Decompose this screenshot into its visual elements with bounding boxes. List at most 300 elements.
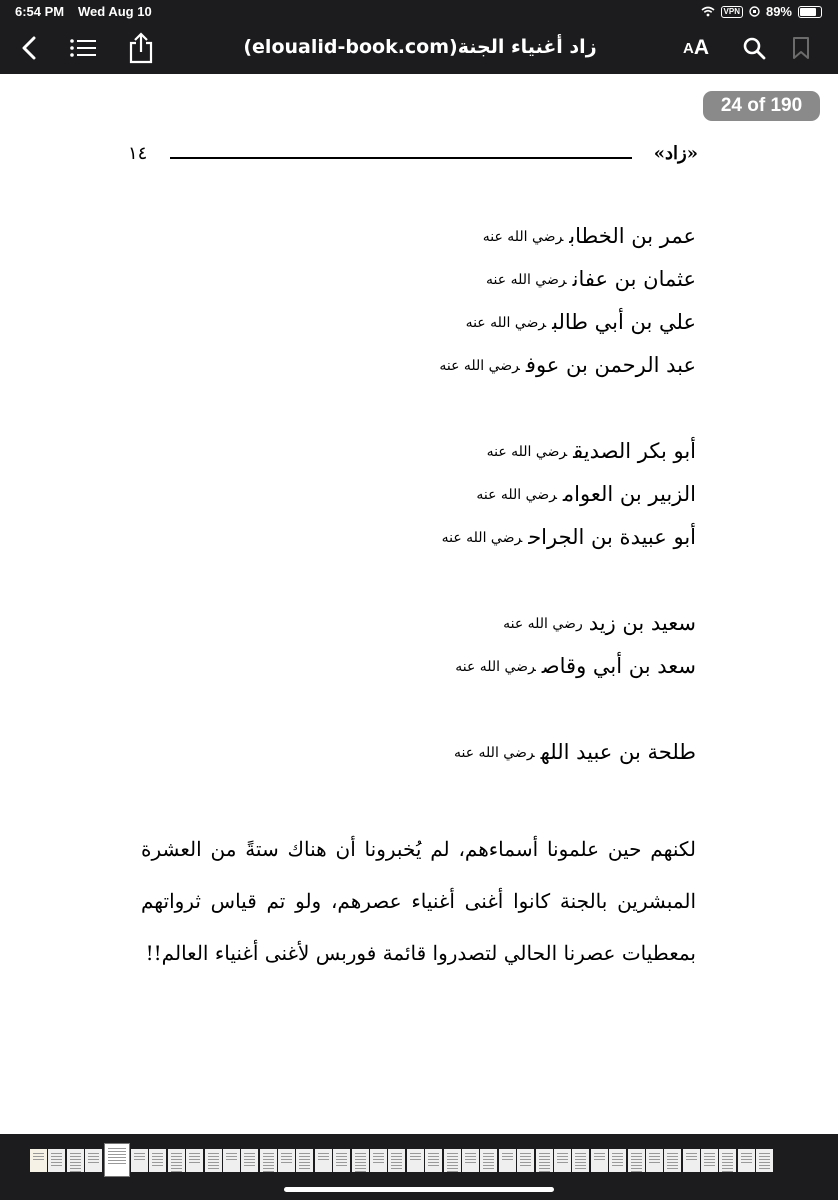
thumbnail-text-line — [759, 1159, 770, 1160]
name-line — [96, 516, 696, 559]
honorific-glyph: رضي الله عنه — [486, 444, 568, 460]
page-thumbnail[interactable] — [664, 1149, 681, 1172]
thumbnail-text-line — [51, 1156, 62, 1157]
thumbnail-text-line — [741, 1162, 752, 1163]
name-line — [96, 473, 696, 516]
thumbnail-text-line — [171, 1162, 182, 1163]
thumbnail-text-line — [355, 1162, 366, 1163]
thumbnail-text-line — [502, 1156, 513, 1157]
thumbnail-text-line — [226, 1156, 237, 1157]
thumbnail-text-line — [263, 1171, 274, 1172]
thumbnail-text-line — [631, 1156, 642, 1157]
honorific-glyph: رضي الله عنه — [454, 745, 535, 761]
page-thumbnail[interactable] — [370, 1149, 387, 1172]
name-text: سعد بن أبي وقاص — [541, 654, 696, 678]
search-icon — [742, 36, 766, 60]
thumbnail-text-line — [686, 1156, 697, 1157]
thumbnail-text-line — [520, 1159, 531, 1160]
thumbnail-text-line — [208, 1156, 219, 1157]
page-thumbnail[interactable] — [168, 1149, 185, 1172]
name-text: أبو بكر الصديق — [573, 439, 696, 463]
thumbnail-text-line — [391, 1156, 402, 1157]
thumbnail-text-line — [373, 1162, 384, 1163]
thumbnail-text-line — [244, 1159, 255, 1160]
thumbnail-text-line — [722, 1165, 733, 1166]
honorific-glyph: رضي الله عنه — [441, 530, 523, 546]
honorific-glyph: رضي الله عنه — [482, 229, 564, 245]
page-thumbnail[interactable] — [444, 1149, 461, 1172]
thumbnail-text-line — [281, 1162, 292, 1163]
thumbnail-text-line — [373, 1156, 384, 1157]
page-thumbnail[interactable] — [388, 1149, 405, 1172]
thumbnail-text-line — [281, 1156, 292, 1157]
page-thumbnail[interactable] — [149, 1149, 166, 1172]
thumbnail-text-line — [108, 1151, 126, 1152]
thumbnail-text-line — [355, 1165, 366, 1166]
group-gap — [96, 559, 696, 602]
thumbnail-text-line — [557, 1162, 568, 1163]
thumbnail-text-line — [631, 1168, 642, 1169]
thumbnail-text-line — [447, 1165, 458, 1166]
thumbnail-text-line — [263, 1156, 274, 1157]
thumbnail-text-line — [391, 1168, 402, 1169]
thumbnail-text-line — [299, 1153, 310, 1154]
thumbnail-text-line — [226, 1153, 237, 1154]
thumbnail-text-line — [410, 1159, 421, 1160]
thumbnail-text-line — [667, 1153, 678, 1154]
thumbnail-text-line — [649, 1156, 660, 1157]
thumbnail-text-line — [391, 1162, 402, 1163]
page-thumbnail[interactable] — [462, 1149, 479, 1172]
thumbnail-text-line — [759, 1162, 770, 1163]
honorific-glyph: رضي الله عنه — [455, 659, 536, 675]
thumbnail-text-line — [299, 1165, 310, 1166]
thumbnail-text-line — [520, 1153, 531, 1154]
page-thumbnail[interactable] — [131, 1149, 148, 1172]
thumbnail-text-line — [108, 1163, 126, 1164]
page-number: ١٤ — [128, 143, 148, 164]
thumbnail-text-line — [631, 1162, 642, 1163]
thumbnail-text-line — [134, 1153, 145, 1154]
page-thumbnail[interactable] — [352, 1149, 369, 1172]
thumbnail-text-line — [355, 1168, 366, 1169]
thumbnail-text-line — [447, 1153, 458, 1154]
thumbnail-text-line — [575, 1165, 586, 1166]
thumbnail-text-line — [355, 1159, 366, 1160]
battery-percent: 89% — [765, 4, 792, 19]
book-title: زاد أغنياء الجنة(eloualid-book.com) — [243, 36, 597, 58]
thumbnail-text-line — [208, 1162, 219, 1163]
thumbnail-text-line — [612, 1162, 623, 1163]
page-thumbnail[interactable] — [186, 1149, 203, 1172]
thumbnail-text-line — [667, 1159, 678, 1160]
font-size-small-a: A — [682, 39, 694, 57]
running-header-title: «زاد» — [653, 143, 698, 164]
thumbnail-text-line — [575, 1168, 586, 1169]
thumbnail-text-line — [465, 1156, 476, 1157]
thumbnail-text-line — [428, 1153, 439, 1154]
thumbnail-text-line — [447, 1159, 458, 1160]
thumbnail-text-line — [244, 1156, 255, 1157]
thumbnail-text-line — [318, 1156, 329, 1157]
names-list — [96, 215, 696, 774]
thumbnail-text-line — [704, 1162, 715, 1163]
name-line — [96, 645, 696, 688]
thumbnail-text-line — [704, 1159, 715, 1160]
thumbnail-text-line — [171, 1156, 182, 1157]
thumbnail-text-line — [631, 1159, 642, 1160]
honorific-glyph: رضي الله عنه — [503, 616, 583, 632]
thumbnail-text-line — [612, 1156, 623, 1157]
page-thumbnail-strip[interactable] — [30, 1149, 810, 1174]
thumbnail-text-line — [410, 1153, 421, 1154]
page-thumbnail[interactable] — [517, 1149, 534, 1172]
thumbnail-text-line — [667, 1156, 678, 1157]
thumbnail-text-line — [557, 1153, 568, 1154]
thumbnail-text-line — [152, 1159, 163, 1160]
thumbnail-text-line — [244, 1162, 255, 1163]
thumbnail-text-line — [391, 1153, 402, 1154]
thumbnail-text-line — [70, 1171, 81, 1172]
thumbnail-text-line — [483, 1159, 494, 1160]
thumbnail-text-line — [134, 1159, 145, 1160]
thumbnail-text-line — [88, 1153, 99, 1154]
name-line — [96, 215, 696, 258]
thumbnail-text-line — [88, 1156, 99, 1157]
thumbnail-text-line — [88, 1159, 99, 1160]
thumbnail-text-line — [686, 1153, 697, 1154]
thumbnail-text-line — [108, 1157, 126, 1158]
thumbnail-text-line — [575, 1153, 586, 1154]
share-icon — [128, 32, 154, 64]
thumbnail-text-line — [189, 1156, 200, 1157]
thumbnail-text-line — [189, 1159, 200, 1160]
thumbnail-text-line — [575, 1156, 586, 1157]
thumbnail-text-line — [557, 1156, 568, 1157]
thumbnail-text-line — [483, 1162, 494, 1163]
thumbnail-text-line — [33, 1156, 44, 1157]
thumbnail-text-line — [722, 1156, 733, 1157]
page-thumbnail[interactable] — [738, 1149, 755, 1172]
thumbnail-text-line — [704, 1153, 715, 1154]
thumbnail-text-line — [594, 1159, 605, 1160]
thumbnail-text-line — [428, 1159, 439, 1160]
thumbnail-text-line — [741, 1153, 752, 1154]
thumbnail-text-line — [447, 1156, 458, 1157]
thumbnail-text-line — [722, 1159, 733, 1160]
thumbnail-text-line — [704, 1165, 715, 1166]
thumbnail-text-line — [70, 1162, 81, 1163]
share-button[interactable] — [124, 30, 158, 66]
page-thumbnail[interactable] — [407, 1149, 424, 1172]
page-thumbnail[interactable] — [628, 1149, 645, 1172]
page-thumbnail[interactable] — [223, 1149, 240, 1172]
bookmark-button[interactable] — [788, 30, 814, 66]
thumbnail-text-line — [594, 1156, 605, 1157]
thumbnail-text-line — [299, 1156, 310, 1157]
back-chevron-icon — [21, 36, 37, 60]
thumbnail-text-line — [336, 1153, 347, 1154]
thumbnail-text-line — [447, 1171, 458, 1172]
page-thumbnail[interactable] — [756, 1149, 773, 1172]
thumbnail-text-line — [152, 1156, 163, 1157]
thumbnail-text-line — [299, 1159, 310, 1160]
thumbnail-text-line — [520, 1162, 531, 1163]
thumbnail-text-line — [741, 1159, 752, 1160]
battery-fill — [800, 8, 816, 16]
list-icon — [69, 38, 97, 58]
thumbnail-text-line — [171, 1168, 182, 1169]
thumbnail-text-line — [539, 1153, 550, 1154]
back-button[interactable] — [14, 30, 44, 66]
thumbnail-text-line — [70, 1165, 81, 1166]
thumbnail-text-line — [594, 1153, 605, 1154]
thumbnail-text-line — [318, 1159, 329, 1160]
page-thumbnail[interactable] — [296, 1149, 313, 1172]
page-thumbnail[interactable] — [85, 1149, 102, 1172]
page-thumbnail[interactable] — [646, 1149, 663, 1172]
page-thumbnail[interactable] — [425, 1149, 442, 1172]
thumbnail-text-line — [502, 1153, 513, 1154]
thumbnail-text-line — [88, 1162, 99, 1163]
thumbnail-text-line — [722, 1171, 733, 1172]
page-thumbnail[interactable] — [48, 1149, 65, 1172]
name-text: عبد الرحمن بن عوف — [525, 353, 696, 377]
thumbnail-text-line — [263, 1165, 274, 1166]
thumbnail-text-line — [244, 1165, 255, 1166]
thumbnail-text-line — [557, 1159, 568, 1160]
thumbnail-text-line — [667, 1165, 678, 1166]
thumbnail-text-line — [108, 1154, 126, 1155]
home-indicator[interactable] — [284, 1187, 554, 1192]
thumbnail-text-line — [70, 1159, 81, 1160]
name-text: طلحة بن عبيد الله — [540, 740, 696, 764]
thumbnail-text-line — [171, 1159, 182, 1160]
thumbnail-text-line — [722, 1162, 733, 1163]
name-text: عثمان بن عفان — [572, 267, 696, 291]
thumbnail-text-line — [263, 1168, 274, 1169]
thumbnail-text-line — [70, 1153, 81, 1154]
thumbnail-text-line — [520, 1165, 531, 1166]
thumbnail-text-line — [51, 1165, 62, 1166]
search-button[interactable] — [740, 30, 768, 66]
thumbnail-text-line — [108, 1148, 126, 1149]
page-thumbnail[interactable] — [683, 1149, 700, 1172]
thumbnail-text-line — [741, 1156, 752, 1157]
header-rule — [170, 157, 632, 159]
page-thumbnail[interactable] — [609, 1149, 626, 1172]
thumbnail-text-line — [226, 1159, 237, 1160]
status-date: Wed Aug 10 — [78, 4, 152, 19]
thumbnail-text-line — [336, 1165, 347, 1166]
font-size-button[interactable] — [680, 30, 712, 66]
thumbnail-text-line — [336, 1159, 347, 1160]
thumbnail-text-line — [649, 1153, 660, 1154]
thumbnail-text-line — [33, 1159, 44, 1160]
running-header — [128, 143, 698, 167]
thumbnail-text-line — [355, 1156, 366, 1157]
thumbnail-text-line — [263, 1162, 274, 1163]
name-line — [96, 258, 696, 301]
thumbnail-text-line — [263, 1153, 274, 1154]
thumbnail-text-line — [539, 1171, 550, 1172]
thumbnail-text-line — [667, 1168, 678, 1169]
thumbnail-text-line — [759, 1153, 770, 1154]
name-line — [96, 602, 696, 645]
thumbnail-text-line — [502, 1159, 513, 1160]
page-thumbnail[interactable] — [278, 1149, 295, 1172]
thumbnail-text-line — [447, 1162, 458, 1163]
thumbnail-text-line — [208, 1165, 219, 1166]
orientation-lock-icon — [749, 6, 760, 17]
thumbnail-text-line — [263, 1159, 274, 1160]
page-thumbnail[interactable] — [241, 1149, 258, 1172]
thumbnail-text-line — [465, 1159, 476, 1160]
thumbnail-text-line — [649, 1159, 660, 1160]
status-right-group — [701, 4, 822, 19]
name-text: علي بن أبي طالب — [552, 310, 696, 334]
thumbnail-text-line — [410, 1156, 421, 1157]
thumbnail-text-line — [631, 1171, 642, 1172]
current-page-thumbnail[interactable] — [104, 1143, 130, 1177]
page-thumbnail[interactable] — [260, 1149, 277, 1172]
bookmark-icon — [792, 36, 810, 60]
thumbnail-text-line — [373, 1153, 384, 1154]
thumbnail-text-line — [208, 1159, 219, 1160]
page-thumbnail[interactable] — [333, 1149, 350, 1172]
thumbnail-text-line — [336, 1156, 347, 1157]
thumbnail-text-line — [373, 1159, 384, 1160]
thumbnail-text-line — [108, 1160, 126, 1161]
thumbnail-text-line — [575, 1162, 586, 1163]
name-text: عمر بن الخطاب — [569, 224, 696, 248]
thumbnail-text-line — [465, 1153, 476, 1154]
thumbnail-text-line — [208, 1168, 219, 1169]
thumbnail-text-line — [336, 1162, 347, 1163]
thumbnail-text-line — [759, 1168, 770, 1169]
page-thumbnail[interactable] — [205, 1149, 222, 1172]
thumbnail-text-line — [70, 1168, 81, 1169]
thumbnail-text-line — [299, 1162, 310, 1163]
thumbnail-text-line — [649, 1162, 660, 1163]
thumbnail-text-line — [428, 1165, 439, 1166]
page-thumbnail[interactable] — [315, 1149, 332, 1172]
battery-icon — [798, 6, 822, 18]
thumbnail-text-line — [575, 1159, 586, 1160]
thumbnail-text-line — [281, 1159, 292, 1160]
thumbnail-text-line — [539, 1162, 550, 1163]
thumbnail-text-line — [539, 1168, 550, 1169]
name-line — [96, 301, 696, 344]
group-gap — [96, 387, 696, 430]
name-text: سعيد بن زيد — [588, 611, 696, 635]
thumbnail-text-line — [355, 1171, 366, 1172]
thumbnail-text-line — [483, 1153, 494, 1154]
thumbnail-text-line — [428, 1162, 439, 1163]
page-thumbnail[interactable] — [67, 1149, 84, 1172]
thumbnail-text-line — [631, 1153, 642, 1154]
page-thumbnail[interactable] — [30, 1149, 47, 1172]
thumbnail-text-line — [612, 1165, 623, 1166]
top-toolbar — [0, 0, 838, 74]
page-thumbnail[interactable] — [701, 1149, 718, 1172]
page-thumbnail[interactable] — [572, 1149, 589, 1172]
thumbnail-text-line — [722, 1153, 733, 1154]
thumbnail-text-line — [539, 1156, 550, 1157]
thumbnail-text-line — [686, 1159, 697, 1160]
thumbnail-text-line — [759, 1156, 770, 1157]
honorific-glyph: رضي الله عنه — [476, 487, 557, 503]
thumbnail-text-line — [483, 1165, 494, 1166]
thumbnail-text-line — [33, 1153, 44, 1154]
name-text: أبو عبيدة بن الجراح — [528, 525, 696, 549]
thumbnail-text-line — [539, 1159, 550, 1160]
font-size-large-a: A — [693, 36, 709, 59]
page-thumbnail[interactable] — [554, 1149, 571, 1172]
thumbnail-text-line — [447, 1168, 458, 1169]
thumbnail-text-line — [704, 1156, 715, 1157]
thumbnail-text-line — [152, 1162, 163, 1163]
thumbnail-text-line — [189, 1162, 200, 1163]
thumbnail-text-line — [171, 1153, 182, 1154]
thumbnail-text-line — [631, 1165, 642, 1166]
thumbnail-text-line — [483, 1156, 494, 1157]
wifi-icon — [701, 6, 715, 17]
thumbnail-text-line — [171, 1165, 182, 1166]
thumbnail-text-line — [189, 1153, 200, 1154]
page-thumbnail[interactable] — [719, 1149, 736, 1172]
thumbnail-text-line — [318, 1153, 329, 1154]
honorific-glyph: رضي الله عنه — [465, 315, 547, 331]
thumbnail-text-line — [391, 1159, 402, 1160]
thumbnail-text-line — [612, 1153, 623, 1154]
thumbnail-text-line — [428, 1156, 439, 1157]
name-line — [96, 731, 696, 774]
thumbnail-text-line — [299, 1168, 310, 1169]
status-time: 6:54 PM — [15, 4, 65, 19]
page-thumbnail[interactable] — [480, 1149, 497, 1172]
thumbnail-text-line — [171, 1171, 182, 1172]
thumbnail-text-line — [244, 1153, 255, 1154]
thumbnail-text-line — [152, 1153, 163, 1154]
thumbnail-text-line — [520, 1156, 531, 1157]
table-of-contents-button[interactable] — [66, 30, 100, 66]
thumbnail-text-line — [612, 1159, 623, 1160]
body-paragraph: لكنهم حين علمونا أسماءهم، لم يُخبرونا أن هناك ستةً من العشرة المبشرين بالجنة كانوا أغنى أغنياء عصرهم، ولو تم قياس ثرواتهم بمعطيات عصرنا الحالي لتصدروا قائمة فوربس لأغنى أغنياء العالم!! — [141, 837, 696, 965]
name-text: الزبير بن العوام — [562, 482, 696, 506]
page-indicator: 24 of 190 — [703, 91, 820, 121]
thumbnail-text-line — [281, 1153, 292, 1154]
page-thumbnail[interactable] — [591, 1149, 608, 1172]
name-line — [96, 430, 696, 473]
page-thumbnail[interactable] — [499, 1149, 516, 1172]
thumbnail-text-line — [208, 1153, 219, 1154]
page-thumbnail[interactable] — [536, 1149, 553, 1172]
thumbnail-text-line — [539, 1165, 550, 1166]
thumbnail-text-line — [51, 1159, 62, 1160]
thumbnail-text-line — [355, 1153, 366, 1154]
thumbnail-text-line — [391, 1165, 402, 1166]
thumbnail-text-line — [465, 1162, 476, 1163]
thumbnail-text-line — [51, 1153, 62, 1154]
honorific-glyph: رضي الله عنه — [439, 358, 520, 374]
name-line — [96, 344, 696, 387]
thumbnail-text-line — [667, 1162, 678, 1163]
thumbnail-text-line — [51, 1162, 62, 1163]
honorific-glyph: رضي الله عنه — [486, 272, 567, 288]
thumbnail-text-line — [722, 1168, 733, 1169]
group-gap — [96, 688, 696, 731]
